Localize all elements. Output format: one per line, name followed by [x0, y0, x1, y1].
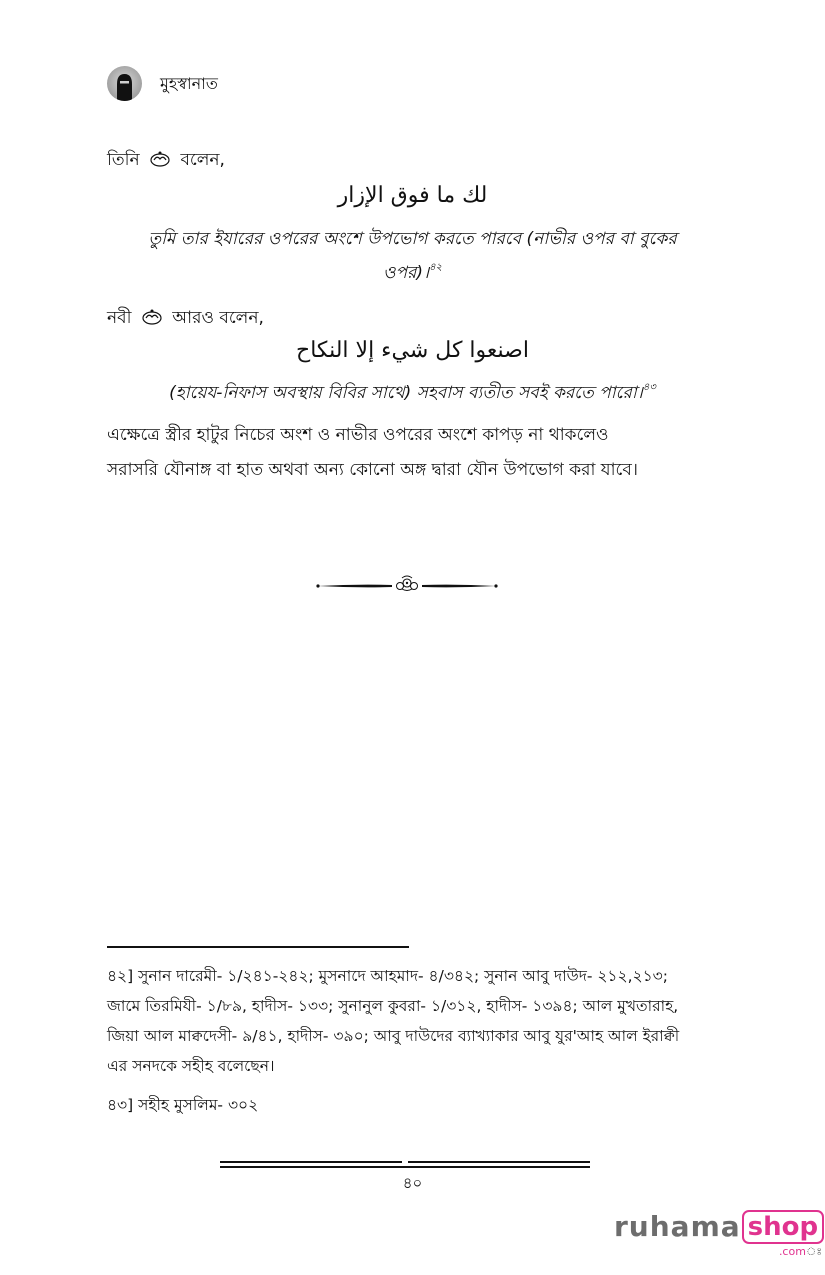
- logo-shop-label: shop: [747, 1212, 819, 1242]
- footnote-ref-42[interactable]: ৪২: [429, 262, 443, 273]
- arabic-quote-1: لك ما فوق الإزار: [337, 183, 488, 208]
- body-paragraph-line-2: সরাসরি যৌনাঙ্গ বা হাত অথবা অন্য কোনো অঙ্গ দ্বারা যৌন উপভোগ করা যাবে।: [107, 460, 638, 480]
- footnote-43: ৪৩] সহীহ মুসলিম- ৩০২: [107, 1096, 259, 1114]
- footnote-ref-43[interactable]: ৪৩: [642, 382, 656, 393]
- footnote-42-line-3: জিয়া আল মাক্বদেসী- ৯/৪১, হাদীস- ৩৯০; আবু দাউদের ব্যাখ্যাকার আবু যুর'আহ আল ইরাক্বী: [107, 1027, 680, 1045]
- footnote-separator: [107, 946, 409, 948]
- translation-2: [0, 380, 825, 408]
- ruhama-shop-logo[interactable]: [614, 1210, 824, 1258]
- intro-1-text-a: তিনি: [107, 150, 140, 170]
- footer-rule-left-top: [220, 1161, 402, 1163]
- footnote-42-line-4: এর সনদকে সহীহ বলেছেন।: [107, 1057, 275, 1075]
- footer-rule-right-top: [408, 1161, 590, 1163]
- body-paragraph-line-1: এক্ষেত্রে স্ত্রীর হাটুর নিচের অংশ ও নাভীর ওপরের অংশে কাপড় না থাকলেও: [107, 425, 609, 445]
- logo-domain-com: .com: [778, 1245, 806, 1258]
- running-header-title: মুহস্বানাত: [160, 74, 218, 93]
- salutation-pbuh-icon: [141, 308, 163, 326]
- logo-text-ruhama: ruhama: [614, 1210, 741, 1243]
- veiled-figure-icon: [107, 66, 142, 101]
- logo-domain: [779, 1243, 822, 1262]
- footer-rule-bottom: [220, 1166, 590, 1168]
- translation-2-text: (হায়েয-নিফাস অবস্থায় বিবির সাথে) সহবাস ব্যতীত সবই করতে পারো।: [169, 383, 643, 403]
- ornament-divider-icon: [316, 574, 498, 596]
- logo-domain-bn: ঃ: [805, 1245, 823, 1258]
- footnote-42-line-2: জামে তিরমিযী- ১/৮৯, হাদীস- ১৩৩; সুনানুল কুবরা- ১/৩১২, হাদীস- ১৩৯৪; আল মুখতারাহ,: [107, 997, 679, 1015]
- intro-2-text-b: আরও বলেন,: [172, 308, 264, 328]
- logo-text-shop: [742, 1210, 824, 1244]
- footnote-42-line-1: ৪২] সুনান দারেমী- ১/২৪১-২৪২; মুসনাদে আহমাদ- ৪/৩৪২; সুনান আবু দাউদ- ২১২,২১৩;: [107, 967, 668, 985]
- intro-line-2: [107, 305, 264, 333]
- translation-1-line-2-text: ওপর)।: [382, 263, 430, 283]
- translation-1-line-1: তুমি তার ইযারের ওপরের অংশে উপভোগ করতে পারবে (নাভীর ওপর বা বুকের: [148, 229, 677, 249]
- intro-2-text-a: নবী: [107, 308, 132, 328]
- intro-1-text-b: বলেন,: [180, 150, 225, 170]
- intro-line-1: [107, 147, 225, 175]
- translation-1-line-2: [0, 260, 825, 288]
- salutation-pbuh-icon: [149, 150, 171, 168]
- footnote-42: [107, 961, 679, 1081]
- header-avatar: [107, 66, 142, 101]
- page-number: ৪০: [402, 1174, 423, 1192]
- body-paragraph: [107, 418, 638, 488]
- arabic-quote-2: اصنعوا كل شيء إلا النكاح: [296, 338, 529, 363]
